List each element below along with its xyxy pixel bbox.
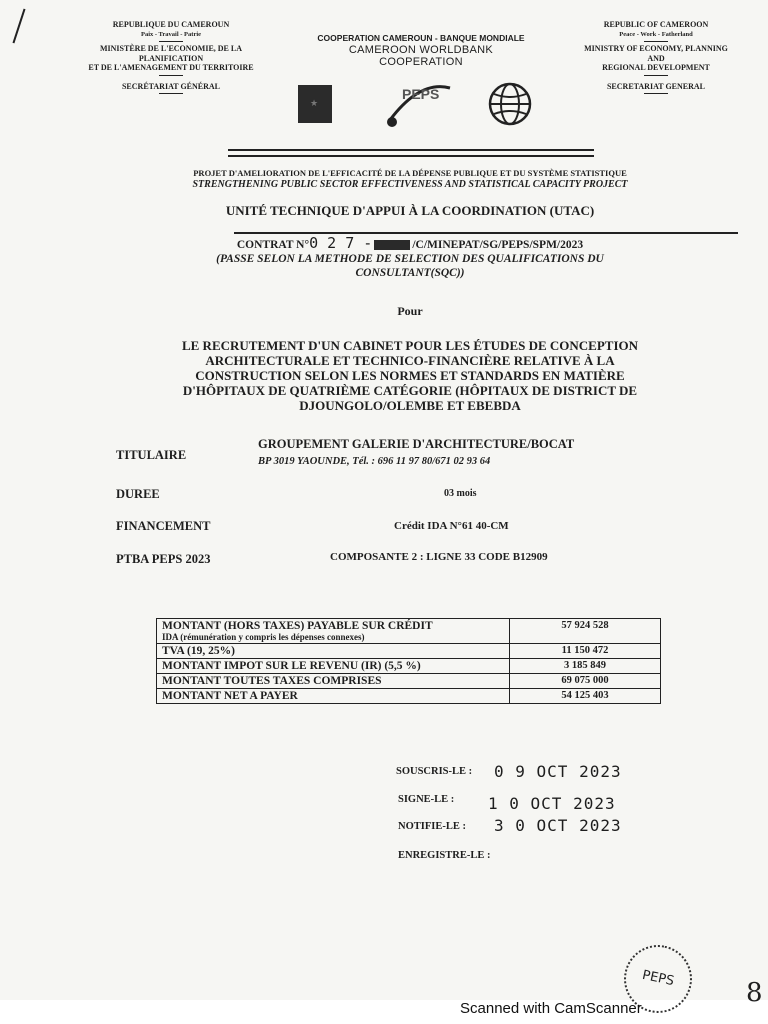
contract-subject (110, 338, 710, 413)
peps-logo-text: PEPS (402, 86, 440, 102)
header-right-title: REPUBLIC OF CAMEROON (603, 20, 709, 29)
divider (159, 75, 183, 76)
amount-label: TVA (19, 25%) (157, 644, 510, 659)
amount-label: MONTANT IMPOT SUR LE REVENU (IR) (5,5 %) (157, 659, 510, 674)
divider (644, 93, 668, 94)
amount-label-text: MONTANT (HORS TAXES) PAYABLE SUR CRÉDIT (162, 620, 433, 632)
table-row (157, 689, 661, 704)
header-separator (228, 149, 594, 157)
divider (159, 41, 183, 42)
table-row (157, 659, 661, 674)
titulaire-name: GROUPEMENT GALERIE D'ARCHITECTURE/BOCAT (258, 437, 575, 451)
pour-label: Pour (397, 304, 423, 318)
header-right-ministry-2: AND (647, 53, 665, 63)
header-left (66, 20, 276, 96)
project-title-en: STRENGTHENING PUBLIC SECTOR EFFECTIVENESS AND STATISTICAL CAPACITY PROJECT (192, 179, 628, 190)
financement-label: FINANCEMENT (116, 519, 211, 533)
titulaire-label: TITULAIRE (116, 448, 187, 462)
header-center (296, 32, 546, 68)
signe-label: SIGNE-LE : (398, 794, 455, 805)
amount-label: MONTANT NET A PAYER (157, 689, 510, 704)
header-left-motto: Paix - Travail - Patrie (140, 30, 202, 38)
duree-label: DUREE (116, 487, 160, 501)
contract-prefix: CONTRAT N° (236, 239, 310, 251)
signe-date: 1 0 OCT 2023 (488, 794, 616, 813)
subject-line-4: D'HÔPITAUX DE QUATRIÈME CATÉGORIE (HÔPITAUX DE DISTRICT DE (182, 383, 638, 398)
amount-value: 69 075 000 (510, 674, 661, 689)
divider (644, 75, 668, 76)
contract-method-1: (PASSE SELON LA METHODE DE SELECTION DES QUALIFICATIONS DU (216, 253, 604, 265)
amount-value: 11 150 472 (510, 644, 661, 659)
unit-title: UNITÉ TECHNIQUE D'APPUI À LA COORDINATION (UTAC) (225, 203, 595, 218)
header-right-secretariat: SECRETARIAT GENERAL (606, 81, 706, 91)
table-row (157, 674, 661, 689)
scanner-watermark: Scanned with CamScanner (460, 1000, 642, 1017)
table-row (157, 619, 661, 644)
header-left-title: REPUBLIQUE DU CAMEROUN (112, 20, 230, 29)
contract-number (120, 236, 700, 252)
table-row (157, 644, 661, 659)
header-left-ministry-1: MINISTÈRE DE L'ECONOMIE, DE LA (99, 44, 243, 53)
contract-suffix: /C/MINEPAT/SG/PEPS/SPM/2023 (412, 239, 584, 251)
coop-line-1: COOPERATION CAMEROUN - BANQUE MONDIALE (317, 33, 525, 43)
contract-handwritten-number: 0 2 7 - (309, 234, 373, 252)
souscris-label: SOUSCRIS-LE : (396, 766, 473, 777)
amount-label: MONTANT TOUTES TAXES COMPRISES (157, 674, 510, 689)
divider (644, 41, 668, 42)
world-bank-globe-icon (486, 80, 534, 128)
coop-line-3: COOPERATION (379, 56, 463, 68)
peps-logo (380, 80, 460, 130)
header-left-ministry-2: PLANIFICATION (138, 53, 204, 63)
contract-block (120, 236, 700, 280)
subject-line-2: ARCHITECTURALE ET TECHNICO-FINANCIÈRE RELATIVE À LA (205, 353, 615, 368)
header-right-ministry-3: REGIONAL DEVELOPMENT (602, 63, 710, 72)
official-stamp: PEPS (618, 939, 699, 1020)
page-mark: 8 (746, 978, 763, 1008)
project-block (120, 167, 700, 191)
header-right-ministry-1: MINISTRY OF ECONOMY, PLANNING (584, 44, 728, 53)
coop-line-2: CAMEROON WORLDBANK (348, 44, 494, 56)
enregistre-label: ENREGISTRE-LE : (398, 850, 491, 861)
amount-value: 57 924 528 (510, 619, 661, 644)
redaction-mark (374, 240, 410, 250)
subject-line-1: LE RECRUTEMENT D'UN CABINET POUR LES ÉTUDES DE CONCEPTION (181, 338, 639, 353)
project-title-fr: PROJET D'AMELIORATION DE L'EFFICACITÉ DE LA DÉPENSE PUBLIQUE ET DU SYSTÈME STATISTIQUE (193, 168, 627, 178)
amounts-table (156, 618, 661, 704)
amount-value: 54 125 403 (510, 689, 661, 704)
header-left-ministry-3: ET DE L'AMENAGEMENT DU TERRITOIRE (88, 63, 254, 72)
header-right-motto: Peace - Work - Fatherland (619, 30, 693, 38)
amount-value: 3 185 849 (510, 659, 661, 674)
subject-line-5: DJOUNGOLO/OLEMBE ET EBEBDA (299, 398, 521, 413)
notifie-label: NOTIFIE-LE : (398, 821, 466, 832)
amount-label-sub: IDA (rémunération y compris les dépenses connexes) (162, 632, 365, 642)
divider (159, 93, 183, 94)
financement-value: Crédit IDA N°61 40-CM (394, 520, 509, 532)
duree-value: 03 mois (444, 488, 477, 499)
subject-line-3: CONSTRUCTION SELON LES NORMES ET STANDARDS EN MATIÈRE (195, 368, 625, 383)
titulaire-address: BP 3019 YAOUNDE, Tél. : 696 11 97 80/671 02 93 64 (258, 456, 491, 467)
notifie-date: 3 0 OCT 2023 (494, 816, 622, 835)
handwritten-mark (12, 9, 25, 44)
ptba-label: PTBA PEPS 2023 (116, 552, 211, 566)
amount-label (157, 619, 510, 644)
souscris-date: 0 9 OCT 2023 (494, 762, 622, 781)
header-left-secretariat: SECRÉTARIAT GÉNÉRAL (121, 81, 221, 91)
header-right (566, 20, 746, 96)
ptba-value: COMPOSANTE 2 : LIGNE 33 CODE B12909 (330, 551, 548, 563)
cameroon-flag-icon (298, 85, 332, 123)
contract-method-2: CONSULTANT(SQC)) (355, 267, 465, 279)
